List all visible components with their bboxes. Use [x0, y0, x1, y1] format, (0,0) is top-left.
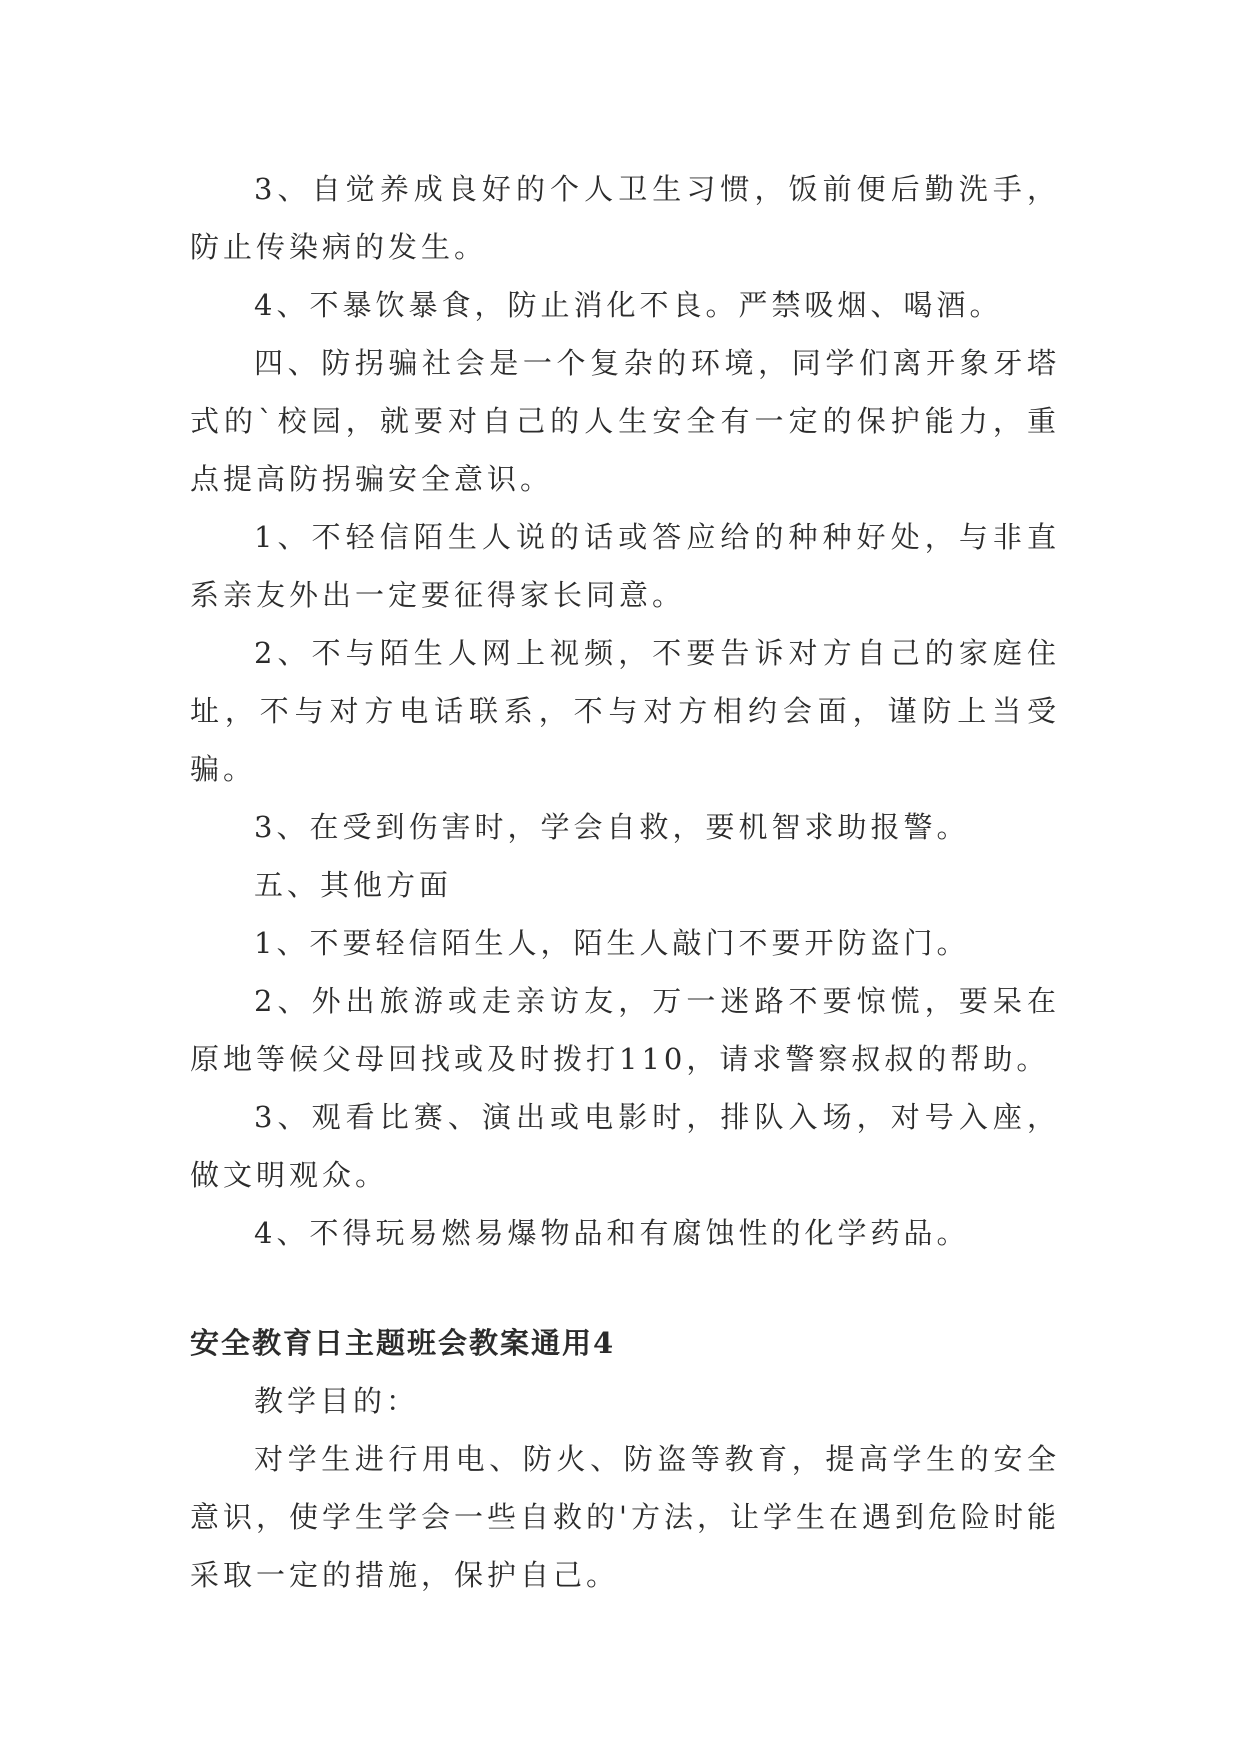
- paragraph-teaching-goal: 对学生进行用电、防火、防盗等教育，提高学生的安全意识，使学生学会一些自救的'方法，让学生在遇到危险时能采取一定的措施，保护自己。: [190, 1442, 1060, 1592]
- paragraph-self-rescue: 3、在受到伤害时，学会自救，要机智求助报警。: [254, 810, 970, 844]
- paragraph-no-overeating: 4、不暴饮暴食，防止消化不良。严禁吸烟、喝酒。: [254, 288, 1003, 322]
- document-body: [190, 160, 1060, 1604]
- paragraph-getting-lost: 2、外出旅游或走亲访友，万一迷路不要惊慌，要呆在原地等候父母回找或及时拨打110，请求警察叔叔的帮助。: [190, 984, 1060, 1076]
- paragraph-audience-etiquette: 3、观看比赛、演出或电影时，排队入场，对号入座，做文明观众。: [190, 1100, 1060, 1192]
- paragraph-hazardous-items: 4、不得玩易燃易爆物品和有腐蚀性的化学药品。: [254, 1216, 970, 1250]
- paragraph-teaching-goal-label: 教学目的：: [254, 1384, 420, 1418]
- paragraph-online-video: 2、不与陌生人网上视频，不要告诉对方自己的家庭住址，不与对方电话联系，不与对方相约会面，谨防上当受骗。: [190, 636, 1060, 786]
- paragraph-strangers-promises: 1、不轻信陌生人说的话或答应给的种种好处，与非直系亲友外出一定要征得家长同意。: [190, 520, 1060, 612]
- paragraph-anti-abduction: 四、防拐骗社会是一个复杂的环境，同学们离开象牙塔式的`校园，就要对自己的人生安全有一定的保护能力，重点提高防拐骗安全意识。: [190, 346, 1060, 496]
- paragraph-hygiene-habits: 3、自觉养成良好的个人卫生习惯，饭前便后勤洗手，防止传染病的发生。: [190, 172, 1060, 264]
- paragraph-other-aspects: 五、其他方面: [254, 868, 453, 902]
- section-title: 安全教育日主题班会教案通用4: [190, 1326, 616, 1360]
- paragraph-door-strangers: 1、不要轻信陌生人，陌生人敲门不要开防盗门。: [254, 926, 970, 960]
